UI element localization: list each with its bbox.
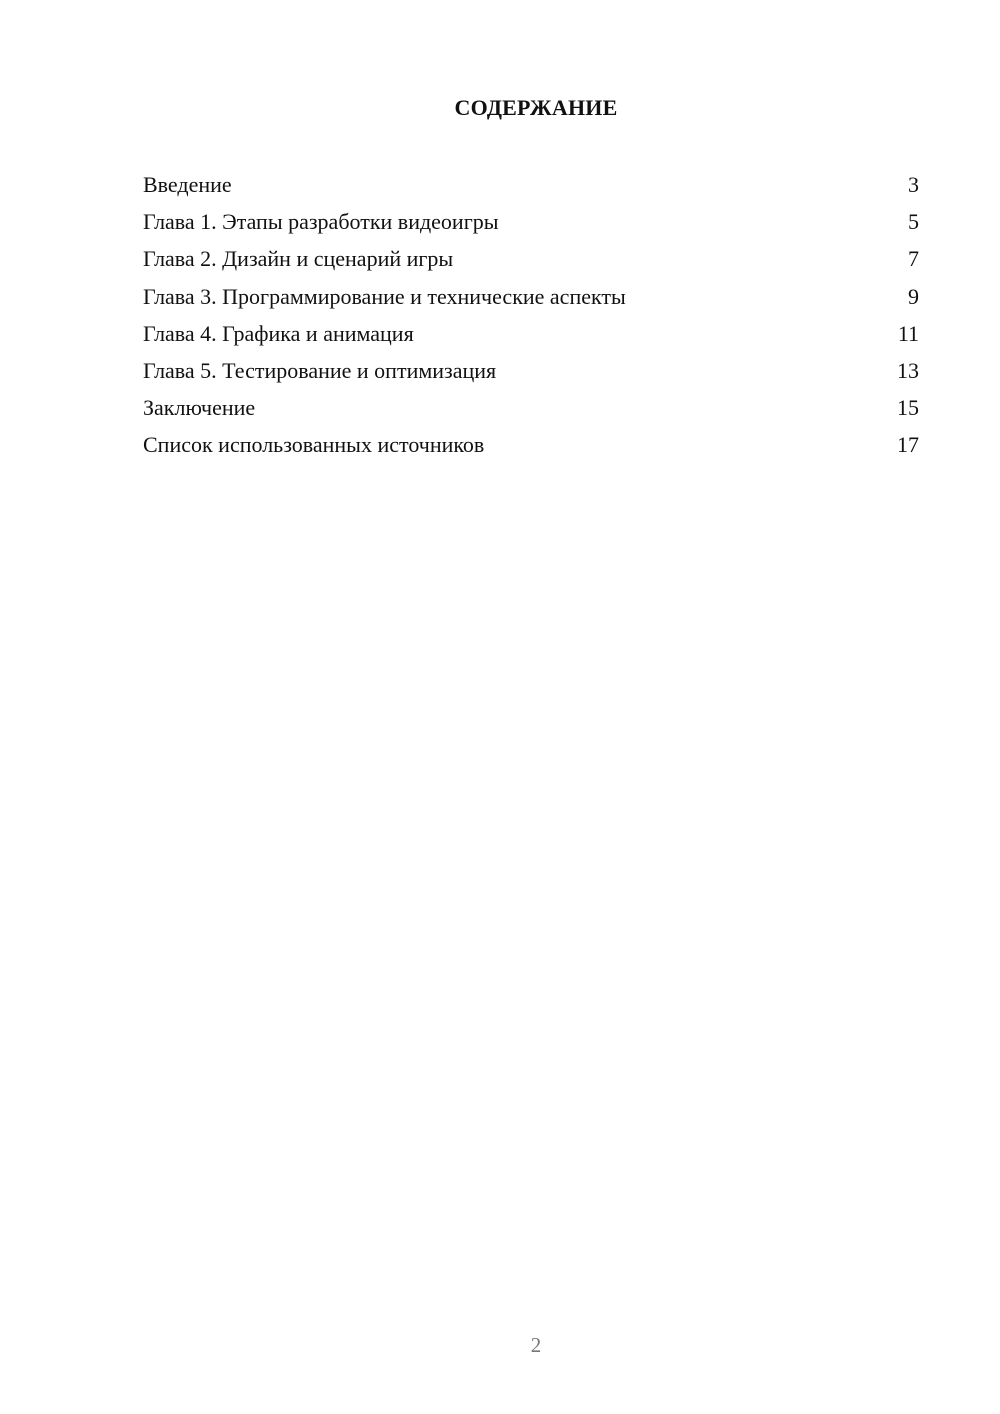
toc-entry-page: 17 [897,432,919,458]
table-of-contents [143,170,919,468]
toc-entry-page: 15 [897,395,919,421]
toc-entry [143,207,919,244]
toc-entry-page: 11 [897,320,919,346]
toc-entry [143,282,919,319]
toc-entry-title: Глава 2. Дизайн и сценарий игры [143,246,454,272]
toc-entry [143,393,919,430]
toc-entry-title: Глава 1. Этапы разработки видеоигры [143,209,499,235]
toc-entry [143,356,919,393]
toc-entry-page: 9 [908,283,919,309]
toc-entry-title: Глава 5. Тестирование и оптимизация [143,357,497,383]
toc-entry-page: 7 [908,246,919,272]
toc-entry-title: Глава 3. Программирование и технические аспекты [143,283,626,309]
page-title: СОДЕРЖАНИЕ [454,95,618,120]
toc-entry-title: Заключение [143,395,256,421]
toc-entry [143,244,919,281]
toc-entry [143,170,919,207]
toc-entry-title: Список использованных источников [143,432,485,458]
toc-entry-title: Введение [143,172,232,197]
page-number: 2 [530,1333,542,1357]
toc-entry [143,319,919,356]
toc-entry-title: Глава 4. Графика и анимация [143,320,414,346]
toc-entry-page: 5 [908,209,919,235]
toc-entry-page: 13 [897,357,919,383]
toc-entry [143,430,919,467]
toc-entry-page: 3 [908,172,919,197]
